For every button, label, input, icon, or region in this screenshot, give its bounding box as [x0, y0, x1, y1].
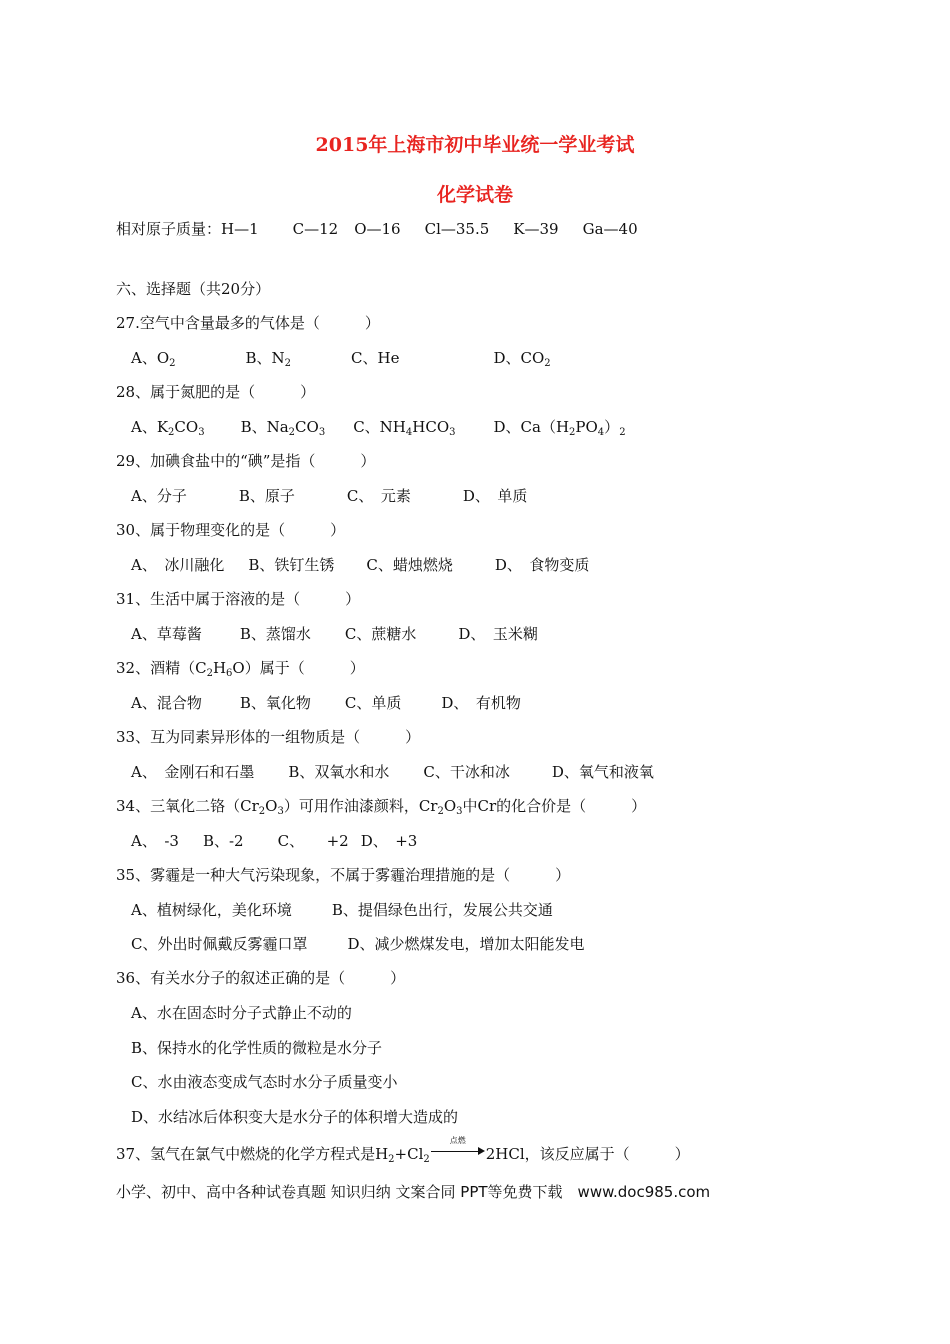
atomic-mass-item: H—1	[221, 220, 259, 238]
question-options	[131, 417, 626, 443]
option: D、 单质	[462, 487, 528, 505]
option: B、双氧水和水	[288, 763, 390, 781]
atomic-mass-item: O—16	[354, 220, 401, 238]
option: B、原子	[238, 487, 295, 505]
question-options	[131, 762, 654, 782]
question-options	[131, 624, 538, 644]
option: B、$Na_2CO_3$	[240, 418, 326, 438]
option: D、 玉米糊	[458, 625, 538, 643]
option: C、单质	[344, 694, 402, 712]
question-options	[131, 486, 527, 506]
option: B、$N_2$	[245, 349, 292, 369]
section-heading: 六、选择题（共20分）	[116, 280, 271, 298]
question-stem: 30、属于物理变化的是（ ）	[116, 521, 346, 539]
question-stem: 35、雾霾是一种大气污染现象，不属于雾霾治理措施的是（ ）	[116, 866, 571, 884]
exam-title: 2015年上海市初中毕业统一学业考试	[315, 134, 635, 156]
question-stem: 29、加碘食盐中的“碘”是指（ ）	[116, 452, 376, 470]
option: A、$K_2CO_3$	[131, 418, 205, 438]
atomic-mass-item: K—39	[513, 220, 559, 238]
atomic-masses-line	[116, 219, 638, 239]
reaction-arrow-icon	[431, 1136, 485, 1157]
reaction-condition: 点燃	[449, 1136, 466, 1145]
option: C、$NH_4HCO_3$	[353, 418, 456, 438]
question-options	[131, 934, 585, 954]
option: B、铁钉生锈	[248, 556, 335, 574]
option: C、 元素	[346, 487, 411, 505]
option: A、植树绿化，美化环境	[131, 901, 292, 919]
option: B、-2	[202, 832, 244, 850]
option: C、He	[351, 349, 400, 367]
option: B、蒸馏水	[239, 625, 311, 643]
question-stem: 27.空气中含量最多的气体是（ ）	[116, 314, 380, 332]
exam-subtitle: 化学试卷	[436, 184, 513, 206]
option: D、氧气和液氧	[551, 763, 654, 781]
question-stem: 36、有关水分子的叙述正确的是（ ）	[116, 969, 406, 987]
atomic-mass-item: Ga—40	[582, 220, 638, 238]
option: A、 -3	[131, 832, 179, 850]
option: A、水在固态时分子式静止不动的	[131, 1004, 352, 1022]
option: D、减少燃煤发电，增加太阳能发电	[347, 935, 585, 953]
option: D、 有机物	[441, 694, 521, 712]
question-options	[131, 555, 589, 575]
option: C、干冰和冰	[423, 763, 510, 781]
option: D、 食物变质	[494, 556, 590, 574]
option: C、外出时佩戴反雾霾口罩	[131, 935, 308, 953]
option: C、蜡烛燃烧	[366, 556, 453, 574]
question-stem: 37、氢气在氯气中燃烧的化学方程式是$H_2+Cl_2$ 点燃 2HCl，该反应属于（ ）	[116, 1136, 690, 1165]
option: A、 金刚石和石墨	[131, 763, 255, 781]
option: D、水结冰后体积变大是水分子的体积增大造成的	[131, 1108, 459, 1126]
question-stem: 31、生活中属于溶液的是（ ）	[116, 590, 361, 608]
question-stem: 33、互为同素异形体的一组物质是（ ）	[116, 728, 421, 746]
option: D、$CO_2$	[493, 349, 551, 369]
question-options	[131, 900, 553, 920]
option: A、 冰川融化	[131, 556, 225, 574]
atomic-mass-item: C—12	[292, 220, 339, 238]
question-stem: 34、三氧化二铬$(Cr_2O_3)$可用作油漆颜料，$Cr_2O_3$中Cr的化合价是（ ）	[116, 797, 647, 817]
question-stem: 32、酒精$(C_2H_6O)$属于（ ）	[116, 659, 365, 679]
option: A、分子	[131, 487, 187, 505]
option: A、混合物	[131, 694, 202, 712]
question-options	[131, 693, 521, 713]
question-options	[131, 348, 551, 374]
option: D、 +3	[360, 832, 418, 850]
option: C、水由液态变成气态时水分子质量变小	[131, 1073, 398, 1091]
question-stem: 28、属于氮肥的是（ ）	[116, 383, 316, 401]
option: B、保持水的化学性质的微粒是水分子	[131, 1039, 383, 1057]
footer-watermark: 小学、初中、高中各种试卷真题 知识归纳 文案合同 PPT等免费下载 www.doc985.com	[116, 1183, 711, 1201]
option: A、草莓酱	[131, 625, 202, 643]
question-options	[131, 831, 417, 851]
atomic-mass-item: Cl—35.5	[424, 220, 490, 238]
option: C、 +2	[277, 832, 349, 850]
atomic-masses-label: 相对原子质量：	[116, 220, 222, 238]
option: B、氧化物	[239, 694, 311, 712]
option: A、$O_2$	[131, 349, 176, 369]
option: D、$Ca(H_2PO_4)_2$	[493, 418, 626, 438]
option: B、提倡绿色出行，发展公共交通	[331, 901, 553, 919]
option: C、蔗糖水	[344, 625, 417, 643]
